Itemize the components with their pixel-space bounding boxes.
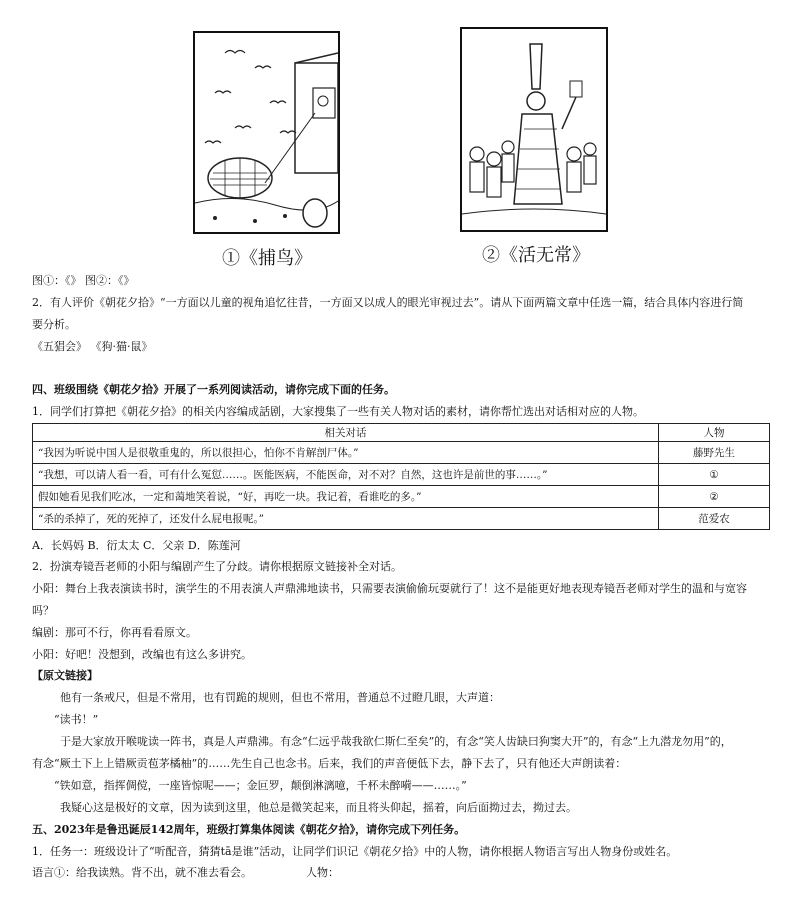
original-text-link-title: 【原文链接】: [32, 669, 98, 682]
xiaoyang-line-1-cont: 吗？: [32, 604, 54, 617]
question-2-text-cont: 要分析。: [32, 318, 76, 331]
table-row: [33, 464, 770, 486]
dialogue-table: [32, 423, 770, 530]
table-row: [33, 442, 770, 464]
section-4-question-2: 2．扮演寿镜吾老师的小阳与编剧产生了分歧。请你根据原文链接补全对话。: [32, 560, 402, 573]
original-paragraph-2: “读书！”: [54, 713, 99, 726]
person-cell: 范爱农: [659, 508, 770, 530]
dialogue-cell: 假如她看见我们吃冰，一定和蔼地笑着说，“好，再吃一块。我记着，看谁吃的多。”: [33, 486, 659, 508]
illustration-bird-catching: [193, 31, 340, 234]
section-5-question-1: 1．任务一：班级设计了“听配音，猜猜tā是谁”活动，让同学们识记《朝花夕拾》中的人物，请你根据人物语言写出人物身份或姓名。: [32, 845, 678, 858]
person-cell: 藤野先生: [659, 442, 770, 464]
editor-line: 编剧：那可不行，你再看看原文。: [32, 626, 197, 639]
person-cell: ①: [659, 464, 770, 486]
original-paragraph-5: 我疑心这是极好的文章，因为读到这里，他总是微笑起来，而且将头仰起，摇着，向后面拗过去，拗过去。: [60, 801, 577, 814]
table-row: [33, 486, 770, 508]
table-header-person: 人物: [659, 424, 770, 442]
original-paragraph-1: 他有一条戒尺，但是不常用，也有罚跪的规则，但也不常用，普通总不过瞪几眼，大声道：: [60, 691, 500, 704]
illustration-wuchang: [460, 27, 608, 232]
picture-answer-line: 图①：《》 图②：《》: [32, 274, 135, 287]
answer-choices: A．长妈妈 B．衍太太 C．父亲 D．陈莲河: [32, 539, 241, 552]
speech-1: 语言①：给我读熟。背不出，就不准去看会。: [32, 866, 252, 879]
person-answer-label: 人物：: [306, 866, 339, 879]
dialogue-cell: “我因为听说中国人是很敬重鬼的，所以很担心，怕你不肯解剖尸体。”: [33, 442, 659, 464]
dialogue-cell: “杀的杀掉了，死的死掉了，还发什么屁电报呢。”: [33, 508, 659, 530]
section-4-question-1: 1．同学们打算把《朝花夕拾》的相关内容编成話剧，大家搜集了一些有关人物对话的素材，请你帮忙选出对话相对应的人物。: [32, 405, 644, 418]
original-paragraph-4: “铁如意，指挥倜傥，一座皆惊呢——；金叵罗，颠倒淋漓噫，千杯未醉嗬——……。”: [54, 779, 467, 792]
question-2-options: 《五猖会》 《狗·猫·鼠》: [32, 340, 153, 353]
section-5-title: 五、2023年是鲁迅诞辰142周年，班级打算集体阅读《朝花夕拾》，请你完成下列任务。: [32, 823, 466, 836]
xiaoyang-line-1: 小阳：舞台上我表演读书时，演学生的不用表演人声鼎沸地读书，只需要表演偷偷玩耍就行了！这不是能更好地表现寿镜吾老师对学生的温和与宽容: [32, 582, 747, 595]
xiaoyang-line-2: 小阳：好吧！没想到，改编也有这么多讲究。: [32, 648, 252, 661]
section-4-title: 四、班级围绕《朝花夕拾》开展了一系列阅读活动，请你完成下面的任务。: [32, 383, 395, 396]
original-paragraph-3: 于是大家放开喉咙读一阵书，真是人声鼎沸。有念“仁远乎哉我欲仁斯仁至矣”的，有念“笑人齿缺曰狗窦大开”的，有念“上九潜龙勿用”的，: [60, 735, 732, 748]
picture-1-caption: ①《捕鸟》: [222, 248, 312, 269]
person-cell: ②: [659, 486, 770, 508]
original-paragraph-3-cont: 有念“厥土下上上错厥贡苞茅橘柚”的……先生自己也念书。后来，我们的声音便低下去，静下去了，只有他还大声朗读着：: [32, 757, 627, 770]
picture-2-caption: ②《活无常》: [482, 245, 590, 266]
table-header-dialogue: 相关对话: [33, 424, 659, 442]
table-row: [33, 508, 770, 530]
dialogue-cell: “我想，可以请人看一看，可有什么冤愆……。医能医病，不能医命，对不对？自然，这也许是前世的事……。”: [33, 464, 659, 486]
question-2-text: 2．有人评价《朝花夕拾》“一方面以儿童的视角追忆往昔，一方面又以成人的眼光审视过去”。请从下面两篇文章中任选一篇，结合具体内容进行简: [32, 296, 744, 309]
